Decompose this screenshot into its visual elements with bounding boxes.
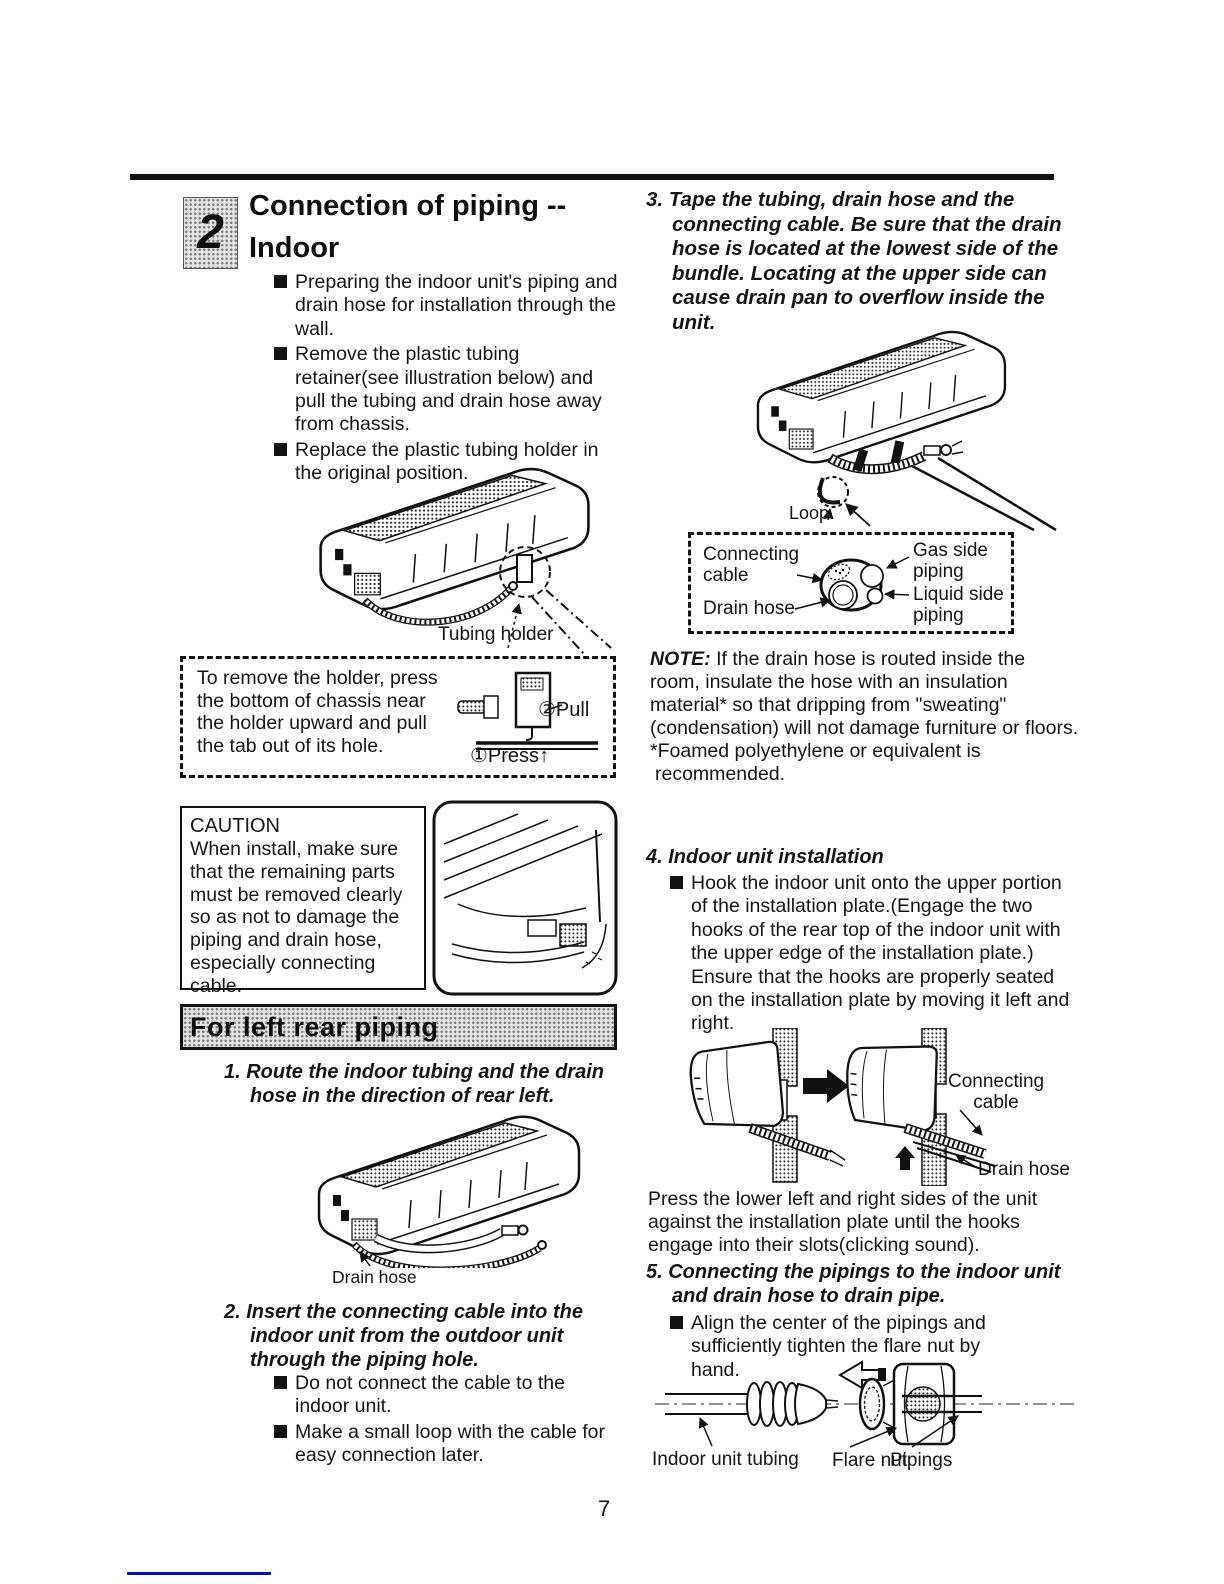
bullet-square-icon <box>274 275 287 288</box>
bullet-text: Remove the plastic tubing retainer(see illustration below) and pull the tubing and drain hose away from chassis. <box>295 343 602 436</box>
bundle-liquid-side-label: Liquid side piping <box>913 584 1004 626</box>
left-rear-piping-header: For left rear piping <box>180 1004 617 1050</box>
fig4-connecting-cable-label: Connecting cable <box>948 1071 1045 1113</box>
caution-text: When install, make sure that the remaining parts must be removed clearly so as not to damage the piping and drain hose, especially connecting cable. <box>190 838 403 997</box>
holder-removal-note-box <box>180 656 616 778</box>
step2-bullet-list <box>274 1372 620 1470</box>
list-item <box>274 343 618 437</box>
list-item <box>274 271 618 341</box>
left-rear-routing-illustration <box>290 1102 610 1268</box>
bullet-square-icon <box>274 1425 287 1438</box>
step3-instruction: 3. Tape the tubing, drain hose and the connecting cable. Be sure that the drain hose is located at the lowest side of the bundle. Locating at the upper side can cause drain pan to overflow inside the unit. <box>646 188 1062 334</box>
top-rule <box>130 174 1054 180</box>
section-title <box>249 192 639 263</box>
note-footnote: *Foamed polyethylene or equivalent is recommended. <box>650 740 981 785</box>
list-item <box>274 1372 620 1419</box>
press-step-text: ①Press <box>470 745 540 767</box>
scan-artifact-line <box>127 1572 271 1575</box>
fig4-drain-hose-label: Drain hose <box>978 1159 1070 1180</box>
bullet-text: Align the center of the pipings and sufficiently tighten the flare nut by hand. <box>691 1312 986 1381</box>
fig5-flare-nut-label: Flare nut <box>832 1450 907 1471</box>
loop-label: Loop <box>789 503 830 523</box>
section-title-line1: Connection of piping -- <box>249 190 567 222</box>
step2-instruction: 2. Insert the connecting cable into the indoor unit from the outdoor unit through the piping hole. <box>224 1301 583 1371</box>
fig5-indoor-unit-tubing-label: Indoor unit tubing <box>652 1449 799 1470</box>
bundle-drain-hose-label: Drain hose <box>703 598 795 619</box>
note-paragraph <box>650 648 1080 786</box>
bundle-connecting-cable-label: Connecting cable <box>703 544 800 586</box>
note-label: NOTE: <box>650 648 711 670</box>
bullet-text: Do not connect the cable to the indoor unit. <box>295 1372 565 1418</box>
bullet-square-icon <box>670 1316 683 1329</box>
page-number: 7 <box>598 1496 611 1521</box>
step1-instruction: 1. Route the indoor tubing and the drain hose in the direction of rear left. <box>224 1061 604 1107</box>
bullet-square-icon <box>274 1376 287 1389</box>
chassis-corner-illustration <box>432 800 618 996</box>
step4-bullet-list <box>670 872 1074 1038</box>
caution-box <box>180 806 426 997</box>
list-item <box>274 1421 620 1468</box>
taped-bundle-illustration <box>700 306 1072 532</box>
step5-title: 5. Connecting the pipings to the indoor unit and drain hose to drain pipe. <box>646 1261 1061 1307</box>
press-step-label <box>470 745 549 767</box>
press-instruction: Press the lower left and right sides of the unit against the installation plate until the hooks engage into their slots(clicking sound). <box>648 1188 1038 1256</box>
bullet-text: Hook the indoor unit onto the upper portion of the installation plate.(Engage the two hooks of the rear top of the indoor unit with the upper edge of the installation plate.) Ensure that the hooks are properly seated on the installation plate by moving it left and right. <box>691 872 1070 1035</box>
up-arrow-icon: ↑ <box>539 745 550 767</box>
bullet-text: Preparing the indoor unit's piping and drain hose for installation through the wall. <box>295 271 618 340</box>
bullet-text: Make a small loop with the cable for easy connection later. <box>295 1420 605 1467</box>
step4-title: 4. Indoor unit installation <box>646 846 884 868</box>
bullet-square-icon <box>274 347 287 360</box>
section-title-line2: Indoor <box>249 232 340 264</box>
tubing-holder-label: Tubing holder <box>438 624 554 645</box>
list-item <box>670 872 1074 1036</box>
bullet-text: Replace the plastic tubing holder in the original position. <box>295 438 599 485</box>
flare-nut-connection-illustration <box>650 1356 1080 1448</box>
bundle-gas-side-label: Gas side piping <box>913 540 988 582</box>
caution-title: CAUTION <box>190 815 280 837</box>
note-text: If the drain hose is routed inside the room, insulate the hose with an insulation material* so that dripping from "sweating"(condensation) will not damage furniture or floors. <box>650 648 1079 739</box>
bullet-square-icon <box>670 876 683 889</box>
holder-removal-text: To remove the holder, press the bottom of chassis near the holder upward and pull the tab out of its hole. <box>197 667 438 757</box>
pull-step-label: ②Pull <box>538 699 590 721</box>
drain-hose-label-left: Drain hose <box>332 1267 417 1287</box>
fig5-pipings-label: Pipings <box>890 1450 953 1471</box>
bundle-cross-section-box <box>688 532 1014 634</box>
section-number-badge: 2 <box>183 197 238 269</box>
